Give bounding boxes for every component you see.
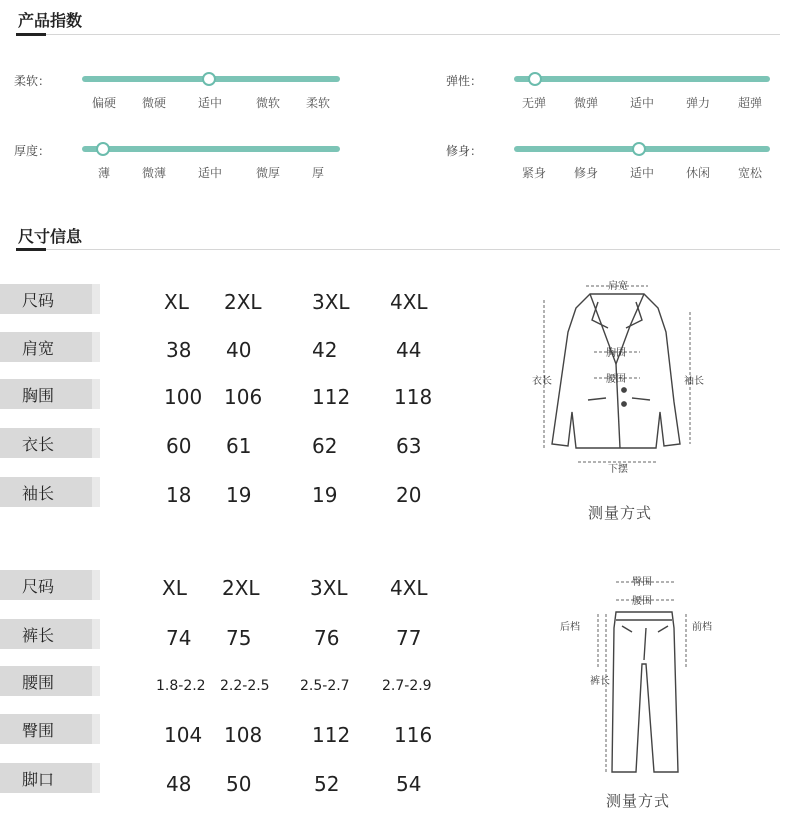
pants-row-label-hem: 脚口 — [0, 763, 92, 793]
pants-cell: 52 — [314, 772, 340, 796]
slider-softness-opt-2: 适中 — [197, 96, 223, 110]
slider-thickness-opt-4: 厚 — [311, 166, 325, 180]
jacket-row-label-sleeve: 袖长 — [0, 477, 92, 507]
slider-fit-knob — [632, 142, 646, 156]
jacket-cell: 19 — [226, 483, 252, 507]
slider-elasticity-track — [514, 76, 770, 82]
slider-elasticity-opt-0: 无弹 — [521, 96, 547, 110]
slider-fit-opt-4: 宽松 — [737, 166, 763, 180]
slider-fit-opt-1: 修身 — [573, 166, 599, 180]
jacket-cell: 44 — [396, 338, 422, 362]
slider-elasticity-opt-4: 超弹 — [737, 96, 763, 110]
pants-cell: 4XL — [390, 576, 428, 600]
pants-row-label-size: 尺码 — [0, 570, 92, 600]
pants-cell: XL — [162, 576, 187, 600]
jacket-cell: 61 — [226, 434, 252, 458]
pants-cell: 54 — [396, 772, 422, 796]
slider-elasticity-opt-3: 弹力 — [685, 96, 711, 110]
pants-measurement-diagram — [550, 568, 730, 788]
size-info-title: 尺寸信息 — [18, 227, 83, 246]
pants-cell: 50 — [226, 772, 252, 796]
pants-row-label-hip: 臀围 — [0, 714, 92, 744]
pants-cell: 2.2-2.5 — [220, 678, 270, 694]
jacket-cell: 100 — [164, 385, 203, 409]
slider-fit-opt-3: 休闲 — [685, 166, 711, 180]
jacket-cell: 3XL — [312, 290, 350, 314]
jacket-label-hem: 下摆 — [608, 464, 628, 475]
pants-cell: 112 — [312, 723, 351, 747]
slider-fit-label: 修身： — [446, 144, 483, 158]
pants-label-front-rise: 前档 — [692, 622, 712, 633]
jacket-cell: 118 — [394, 385, 433, 409]
slider-thickness-opt-0: 薄 — [97, 166, 111, 180]
jacket-row-label-size: 尺码 — [0, 284, 92, 314]
pants-cell: 48 — [166, 772, 192, 796]
slider-softness-label: 柔软： — [14, 74, 51, 88]
pants-diagram-caption: 测量方式 — [606, 792, 671, 810]
jacket-cell: 18 — [166, 483, 192, 507]
jacket-diagram-caption: 测量方式 — [588, 504, 653, 522]
slider-softness-opt-1: 微硬 — [141, 96, 167, 110]
jacket-cell: 112 — [312, 385, 351, 409]
slider-softness-track — [82, 76, 340, 82]
pants-row-label-waist: 腰围 — [0, 666, 92, 696]
slider-elasticity-opt-2: 适中 — [629, 96, 655, 110]
slider-softness — [14, 66, 354, 116]
slider-softness-opt-4: 柔软 — [305, 96, 331, 110]
jacket-row-label-chest: 胸围 — [0, 379, 92, 409]
slider-fit-opt-0: 紧身 — [521, 166, 547, 180]
slider-thickness-track — [82, 146, 340, 152]
jacket-cell: 106 — [224, 385, 263, 409]
slider-thickness — [14, 136, 354, 186]
slider-thickness-opt-2: 适中 — [197, 166, 223, 180]
jacket-cell: 2XL — [224, 290, 262, 314]
pants-cell: 2XL — [222, 576, 260, 600]
jacket-label-shoulder: 肩宽 — [608, 281, 628, 292]
jacket-cell: 20 — [396, 483, 422, 507]
pants-cell: 1.8-2.2 — [156, 678, 206, 694]
pants-label-length: 裤长 — [590, 676, 610, 687]
slider-fit — [446, 136, 776, 186]
slider-thickness-knob — [96, 142, 110, 156]
product-index-title: 产品指数 — [18, 11, 83, 30]
jacket-label-chest: 胸围 — [606, 348, 626, 359]
pants-cell: 2.5-2.7 — [300, 678, 350, 694]
jacket-measurement-diagram — [528, 272, 708, 482]
jacket-row-label-shoulder: 肩宽 — [0, 332, 92, 362]
slider-thickness-opt-1: 微薄 — [141, 166, 167, 180]
pants-row-label-length: 裤长 — [0, 619, 92, 649]
pants-cell: 3XL — [310, 576, 348, 600]
jacket-cell: 42 — [312, 338, 338, 362]
pants-cell: 104 — [164, 723, 203, 747]
size-info-divider — [16, 249, 780, 250]
pants-cell: 74 — [166, 626, 192, 650]
jacket-cell: 38 — [166, 338, 192, 362]
jacket-cell: 19 — [312, 483, 338, 507]
slider-fit-opt-2: 适中 — [629, 166, 655, 180]
jacket-label-sleeve: 袖长 — [684, 376, 704, 387]
jacket-cell: 40 — [226, 338, 252, 362]
pants-cell: 2.7-2.9 — [382, 678, 432, 694]
pants-cell: 75 — [226, 626, 252, 650]
slider-softness-opt-0: 偏硬 — [91, 96, 117, 110]
jacket-cell: 4XL — [390, 290, 428, 314]
slider-thickness-label: 厚度： — [14, 144, 51, 158]
slider-elasticity-label: 弹性： — [446, 74, 483, 88]
jacket-cell: 60 — [166, 434, 192, 458]
jacket-cell: 63 — [396, 434, 422, 458]
jacket-label-waist: 腰围 — [606, 374, 626, 385]
pants-cell: 77 — [396, 626, 422, 650]
pants-cell: 108 — [224, 723, 263, 747]
pants-cell: 116 — [394, 723, 433, 747]
jacket-cell: 62 — [312, 434, 338, 458]
slider-elasticity-knob — [528, 72, 542, 86]
slider-softness-knob — [202, 72, 216, 86]
slider-elasticity — [446, 66, 776, 116]
slider-softness-opt-3: 微软 — [255, 96, 281, 110]
jacket-row-label-length: 衣长 — [0, 428, 92, 458]
pants-cell: 76 — [314, 626, 340, 650]
slider-fit-track — [514, 146, 770, 152]
pants-label-waist: 腰围 — [632, 596, 652, 607]
jacket-cell: XL — [164, 290, 189, 314]
pants-label-hip: 臀围 — [632, 577, 652, 588]
slider-elasticity-opt-1: 微弹 — [573, 96, 599, 110]
slider-thickness-opt-3: 微厚 — [255, 166, 281, 180]
product-index-divider — [16, 34, 780, 35]
jacket-label-length: 衣长 — [532, 376, 552, 387]
pants-label-back-rise: 后档 — [560, 622, 580, 633]
